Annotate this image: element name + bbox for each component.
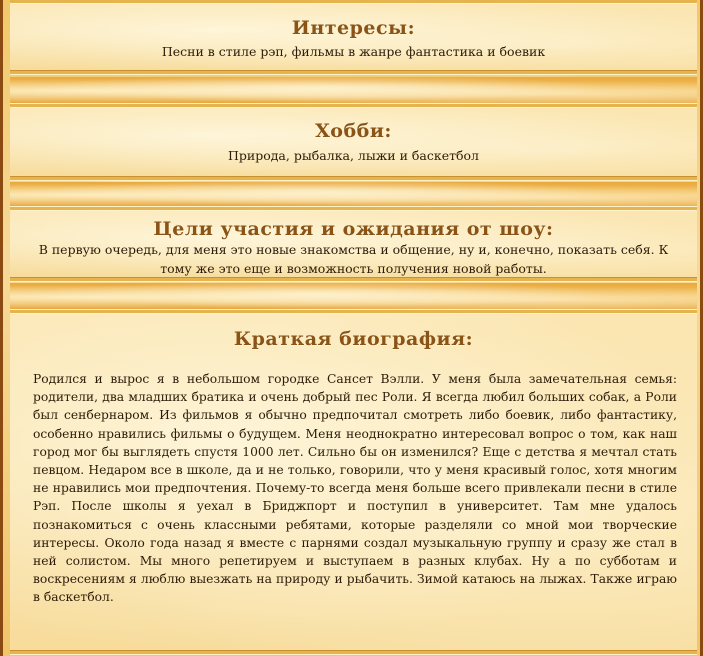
hobby-title: Хобби: [315, 120, 392, 142]
divider-band-3 [10, 283, 697, 311]
biography-text: Родился и вырос я в небольшом городке Сансет Вэлли. У меня была замечательная семья: родители, два младших братика и очень добрый пес Роли. Я всегда любил больших собак, а Роли был сенбернаром. Из фильмов я обычно предпочитал смотреть либо боевик, либо фантастику, особенно нравились фильмы о будущем. Меня неоднократно интересовал вопрос о том, как наш город мог бы выглядеть спустя 1000 лет. Сильно бы он изменился? Еще с детства я мечтал стать певцом. Недаром все в школе, да и не только, говорили, что у меня красивый голос, хотя многим не нравились мои предпочтения. Почему-то всегда меня больше всего привлекали песни в стиле Рэп. После школы я уехал в Бриджпорт и поступил в университет. Там мне удалось познакомиться с очень классными ребятами, которые разделяли со мной мои творческие интересы. Около года назад я вместе с парнями создал музыкальную группу и сразу же стал в ней солистом. Мы много репетируем и выступаем в разных клубах. Ну а по субботам и воскресениям я люблю выезжать на природу и рыбачить. Зимой катаюсь на лыжах. Также играю в баскетбол. [33, 372, 677, 605]
goals-title: Цели участия и ожидания от шоу: [153, 218, 554, 240]
divider-band-1 [10, 77, 697, 105]
interests-title: Интересы: [291, 17, 416, 39]
biography-title: Краткая биография: [233, 328, 474, 350]
interests-text: Песни в стиле рэп, фильмы в жанре фантастика и боевик [161, 44, 546, 59]
interests-panel [10, 0, 697, 74]
biography-panel [10, 310, 697, 654]
divider-band-2 [10, 182, 697, 208]
hobby-panel [10, 104, 697, 180]
hobby-text: Природа, рыбалка, лыжи и баскетбол [227, 148, 480, 163]
goals-text: В первую очередь, для меня это новые знакомства и общение, ну и, конечно, показать себя. К тому же это еще и возможность получения новой работы. [38, 242, 669, 276]
goals-panel [10, 207, 697, 281]
